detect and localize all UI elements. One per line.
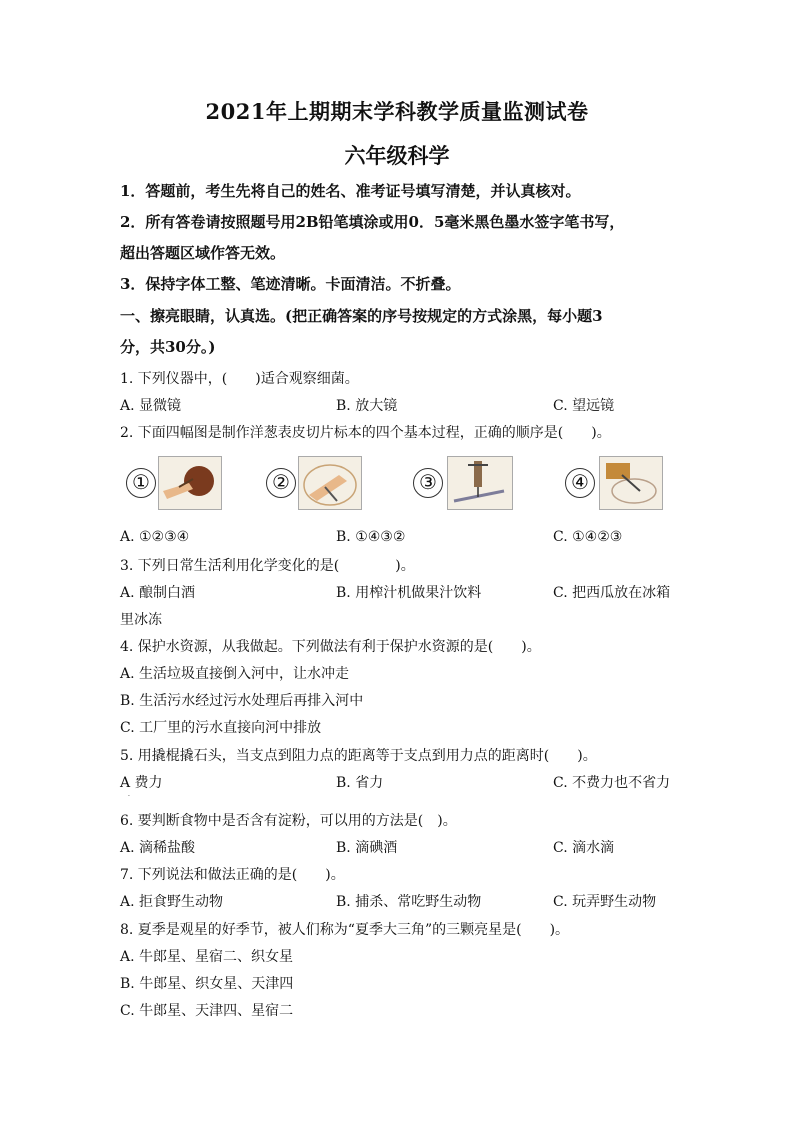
q3-option-c-cont: 里冰冻: [120, 612, 162, 628]
figure-step-1: [126, 456, 218, 512]
question-2: 2. 下面四幅图是制作洋葱表皮切片标本的四个基本过程，正确的顺序是( )。: [120, 425, 611, 441]
stray-mark: ·: [128, 793, 130, 800]
q2-option-c: C. ①④②③: [553, 529, 623, 545]
question-7: 7. 下列说法和做法正确的是( )。: [120, 867, 345, 883]
section-heading-cont: 分，共30分。): [120, 338, 216, 356]
instruction-3: 3．保持字体工整、笔迹清晰。卡面清洁。不折叠。: [120, 275, 461, 293]
onion-peel-image: [158, 456, 222, 510]
q6-option-a: A. 滴稀盐酸: [120, 840, 196, 856]
figure-label: ②: [266, 468, 296, 498]
q3-option-c: C. 把西瓜放在冰箱: [553, 585, 671, 601]
figure-label: ③: [413, 468, 443, 498]
question-4: 4. 保护水资源，从我做起。下列做法有利于保护水资源的是( )。: [120, 639, 541, 655]
q6-option-c: C. 滴水滴: [553, 840, 615, 856]
q4-option-b: B. 生活污水经过污水处理后再排入河中: [120, 693, 364, 709]
question-1: 1. 下列仪器中，( )适合观察细菌。: [120, 371, 359, 387]
figure-step-3: [413, 456, 515, 512]
q5-option-b: B. 省力: [336, 775, 384, 791]
question-5: 5. 用撬棍撬石头，当支点到阻力点的距离等于支点到用力点的距离时( )。: [120, 748, 597, 764]
figure-step-2: [266, 456, 358, 512]
figure-label: ④: [565, 468, 595, 498]
section-heading: 一、擦亮眼睛，认真选。(把正确答案的序号按规定的方式涂黑，每小题3: [120, 307, 603, 325]
figure-label: ①: [126, 468, 156, 498]
q7-option-b: B. 捕杀、常吃野生动物: [336, 894, 482, 910]
q1-option-c: C. 望远镜: [553, 398, 615, 414]
q2-option-b: B. ①④③②: [336, 529, 406, 545]
exam-title: 2021年上期期末学科教学质量监测试卷: [205, 99, 589, 124]
q8-option-a: A. 牛郎星、星宿二、织女星: [120, 949, 294, 965]
q2-option-a: A. ①②③④: [120, 529, 190, 545]
question-6: 6. 要判断食物中是否含有淀粉，可以用的方法是( )。: [120, 813, 457, 829]
q4-option-a: A. 生活垃圾直接倒入河中，让水冲走: [120, 666, 350, 682]
slide-cover-image: [298, 456, 362, 510]
q3-option-b: B. 用榨汁机做果汁饮料: [336, 585, 482, 601]
figure-step-4: [565, 456, 665, 512]
q6-option-b: B. 滴碘酒: [336, 840, 398, 856]
q8-option-c: C. 牛郎星、天津四、星宿二: [120, 1003, 294, 1019]
q7-option-a: A. 拒食野生动物: [120, 894, 224, 910]
q1-option-a: A. 显微镜: [120, 398, 182, 414]
q4-option-c: C. 工厂里的污水直接向河中排放: [120, 720, 322, 736]
instruction-2: 2．所有答卷请按照题号用2B铅笔填涂或用0．5毫米黑色墨水签字笔书写，: [120, 213, 625, 231]
q3-option-a: A. 酿制白酒: [120, 585, 196, 601]
q8-option-b: B. 牛郎星、织女星、天津四: [120, 976, 294, 992]
instruction-2-cont: 超出答题区域作答无效。: [120, 244, 286, 262]
instruction-1: 1．答题前，考生先将自己的姓名、准考证号填写清楚，并认真核对。: [120, 182, 581, 200]
q5-option-c: C. 不费力也不省力: [553, 775, 671, 791]
q7-option-c: C. 玩弄野生动物: [553, 894, 657, 910]
question-3: 3. 下列日常生活利用化学变化的是( )。: [120, 558, 415, 574]
tweezers-image: [599, 456, 663, 510]
dropper-image: [447, 456, 513, 510]
q5-option-a: A 费力: [120, 775, 163, 791]
exam-subject: 六年级科学: [344, 143, 450, 168]
q1-option-b: B. 放大镜: [336, 398, 398, 414]
question-8: 8. 夏季是观星的好季节，被人们称为“夏季大三角”的三颗亮星是( )。: [120, 922, 570, 938]
